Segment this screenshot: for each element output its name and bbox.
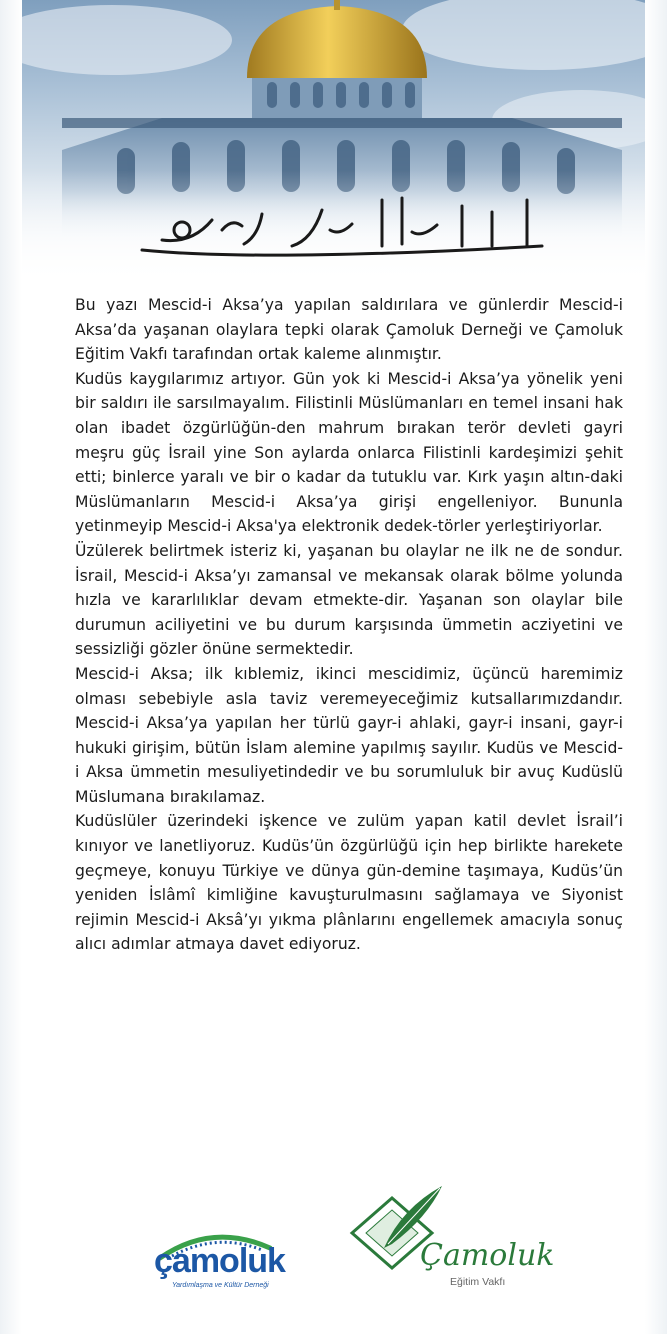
left-border bbox=[0, 0, 22, 1334]
right-border bbox=[645, 0, 667, 1334]
logo-right-subtitle: Eğitim Vakfı bbox=[450, 1276, 506, 1288]
statement-text bbox=[75, 293, 623, 957]
paragraph-5: Kudüslüler üzerindeki işkence ve zulüm yapan katil devlet İsrail’i kınıyor ve lanetliyoruz. Kudüs’ün özgürlüğü için hep birlikte harekete geçmeye, konuyu Türkiye ve dünya gün-demine taşımaya, Kudüs’ün yeniden İslâmî kimliğine kavuşturulmasını sağlamaya ve Siyonist rejimin Mescid-i Aksâ’yı yıkma plânlarını engellemek amacıyla sonuç alıcı adımlar atmaya davet ediyoruz. bbox=[75, 812, 623, 954]
logo-left-name: çamoluk bbox=[154, 1242, 285, 1280]
footer-logos bbox=[22, 1170, 645, 1310]
paragraph-4: Mescid-i Aksa; ilk kıblemiz, ikinci mescidimiz, üçüncü haremimiz olması sebebiyle asla taviz veremeyeceğimiz kutsallarımızdandır. Mescid-i Aksa’ya yapılan her türlü gayr-i ahlaki, gayr-i insani, gayr-i hukuki girişim, bütün İslam alemine yapılmış sayılır. Kudüs ve Mescid-i Aksa ümmetin mesuliyetindedir ve bu sorumluluk bir avuç Kudüslü Müslumana bırakılamaz. bbox=[75, 664, 623, 806]
logo-left-subtitle: Yardımlaşma ve Kültür Derneği bbox=[172, 1282, 269, 1289]
paragraph-1: Bu yazı Mescid-i Aksa’ya yapılan saldırılara ve günlerdir Mescid-i Aksa’da yaşanan olaylara tepki olarak Çamoluk Derneği ve Çamoluk Eğitim Vakfı tarafından ortak kaleme alınmıştır. bbox=[75, 296, 623, 364]
paragraph-2: Kudüs kaygılarımız artıyor. Gün yok ki Mescid-i Aksa’ya yönelik yeni bir saldırı ile sarsılmayalım. Filistinli Müslümanları en temel insani hak olan ibadet özgürlüğün-den mahrum bırakan terör devleti gayri meşru güç İsrail yine Son aylarda onlarca Filistinli kardeşimizi şehit etti; binlerce yaralı ve bir o kadar da tutuklu var. Kırk yaşın altın-daki Müslümanların Mescid-i Aksa’ya girişi engelleniyor. Bununla yetinmeyip Mescid-i Aksa'ya elektronik dedek-törler yerleştiriyorlar. bbox=[75, 369, 623, 536]
header-banner bbox=[22, 0, 645, 285]
camoluk-egitim-vakfi-logo bbox=[332, 1178, 555, 1298]
logo-right-name: Çamoluk bbox=[420, 1238, 555, 1273]
dome-of-the-rock-illustration bbox=[22, 0, 645, 285]
paragraph-3: Üzülerek belirtmek isteriz ki, yaşanan bu olaylar ne ilk ne de sondur. İsrail, Mescid-i Aksa’yı zamansal ve mekansak olarak bölme yolunda hızla ve kararlılıklar devam etmekte-dir. Yaşanan son olaylar bile durumun aciliyetini ve bu durum karşısında ümmetin acziyetini ve sessizliği gözler önüne sermektedir. bbox=[75, 541, 623, 659]
camoluk-dernegi-logo bbox=[152, 1228, 292, 1298]
